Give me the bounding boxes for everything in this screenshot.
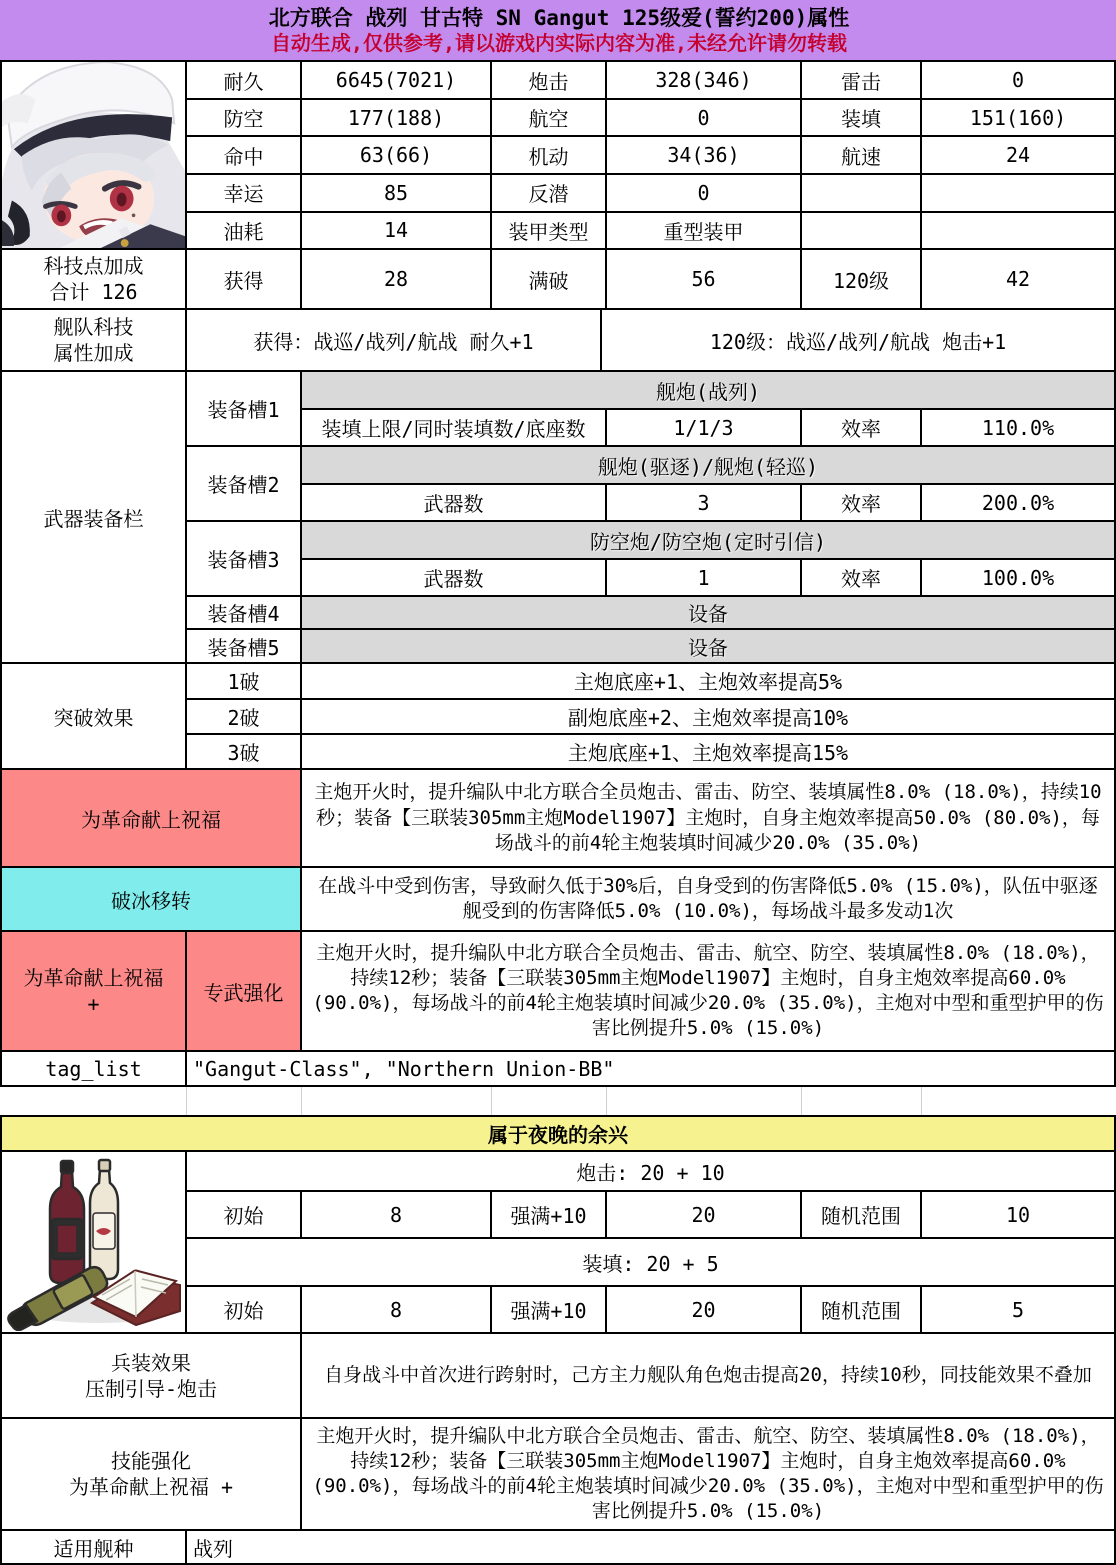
tag-list-row (0, 1052, 1116, 1087)
equip-detail-value: 3 (607, 485, 802, 522)
limit-break-table (0, 664, 1116, 770)
equip-slot-type: 舰炮(战列) (302, 372, 1116, 410)
equip-detail-label: 武器数 (302, 485, 607, 522)
ship-type-row (0, 1531, 1116, 1565)
equip-efficiency-label: 效率 (802, 560, 922, 597)
stat-value: 14 (302, 213, 492, 251)
tech-cell-label: 获得 (187, 250, 302, 310)
stat-value: 0 (607, 100, 802, 138)
tech-points-row (0, 250, 1116, 310)
gear-item-image (2, 1152, 187, 1334)
tech-cell-value: 42 (922, 250, 1116, 310)
tech-cell-value: 56 (607, 250, 802, 310)
equip-slot-name: 装备槽2 (187, 447, 302, 522)
gear-stat-header: 炮击: 20 + 10 (187, 1152, 1116, 1192)
stat-label: 炮击 (492, 62, 607, 100)
equip-slot-name: 装备槽5 (187, 630, 302, 664)
gear-upgrade-desc: 主炮开火时，提升编队中北方联合全员炮击、雷击、航空、防空、装填属性8.0% (18.0%)，持续12秒；装备【三联装305mm主炮Model1907】主炮时，自身主炮效率提高60.0% (90.0%)，每场战斗的前4轮主炮装填时间减少20.0% (35.0%)，主炮对中型和重型护甲的伤害比例提升5.0% (15.0%) (302, 1419, 1116, 1531)
gear-stat-label: 初始 (187, 1192, 302, 1239)
equip-slot-type: 设备 (302, 597, 1116, 630)
equip-slot-name: 装备槽4 (187, 597, 302, 630)
gear-item-illustration (4, 1153, 183, 1331)
limit-break-effect: 副炮底座+2、主炮效率提高10% (302, 700, 1116, 735)
skill-name: 为革命献上祝福 (2, 770, 302, 868)
stat-value: 6645(7021) (302, 62, 492, 100)
limit-break-stage: 2破 (187, 700, 302, 735)
tech-section-label: 科技点加成 合计 126 (2, 250, 187, 310)
stat-empty (922, 213, 1116, 251)
tag-list-label: tag_list (2, 1052, 187, 1087)
gear-title: 属于夜晚的余兴 (2, 1117, 1116, 1152)
ship-type-value: 战列 (187, 1531, 1116, 1565)
equip-slot-name: 装备槽3 (187, 522, 302, 597)
stat-label: 幸运 (187, 175, 302, 213)
stat-label: 反潜 (492, 175, 607, 213)
skill-desc: 主炮开火时，提升编队中北方联合全员炮击、雷击、航空、防空、装填属性8.0% (18.0%)，持续12秒；装备【三联装305mm主炮Model1907】主炮时，自身主炮效率提高60.0% (90.0%)，每场战斗的前4轮主炮装填时间减少20.0% (35.0%)，主炮对中型和重型护甲的伤害比例提升5.0% (15.0%) (302, 932, 1116, 1052)
gear-title-row (0, 1115, 1116, 1152)
gear-skill-upgrade-row (0, 1419, 1116, 1531)
ship-type-label: 适用舰种 (2, 1531, 187, 1565)
page-header (0, 0, 1116, 60)
equip-detail-value: 1 (607, 560, 802, 597)
skill-row-1 (0, 770, 1116, 868)
gear-stats-table (0, 1152, 1116, 1334)
equip-detail-value: 1/1/3 (607, 410, 802, 447)
ship-portrait-illustration (2, 62, 185, 249)
stat-label: 命中 (187, 137, 302, 175)
stat-label: 机动 (492, 137, 607, 175)
stat-empty (802, 213, 922, 251)
equip-efficiency-value: 200.0% (922, 485, 1116, 522)
tech-cell-label: 120级 (802, 250, 922, 310)
gear-stat-label: 强满+10 (492, 1287, 607, 1334)
skill-name: 为革命献上祝福 + (2, 932, 187, 1052)
limit-break-effect: 主炮底座+1、主炮效率提高15% (302, 735, 1116, 770)
equip-efficiency-value: 110.0% (922, 410, 1116, 447)
stat-value: 328(346) (607, 62, 802, 100)
skill-row-2 (0, 868, 1116, 932)
stat-label: 航速 (802, 137, 922, 175)
limit-break-effect: 主炮底座+1、主炮效率提高5% (302, 664, 1116, 699)
ship-portrait (2, 62, 187, 250)
equipment-section-label: 武器装备栏 (2, 372, 187, 664)
gear-stat-value: 5 (922, 1287, 1116, 1334)
equipment-table (0, 372, 1116, 664)
gear-stat-label: 初始 (187, 1287, 302, 1334)
tech-cell-value: 28 (302, 250, 492, 310)
stat-value: 151(160) (922, 100, 1116, 138)
gear-stat-value: 8 (302, 1192, 492, 1239)
equip-slot-type: 舰炮(驱逐)/舰炮(轻巡) (302, 447, 1116, 485)
gear-effect-desc: 自身战斗中首次进行跨射时，己方主力舰队角色炮击提高20，持续10秒，同技能效果不叠加 (302, 1334, 1116, 1419)
stat-label: 防空 (187, 100, 302, 138)
stat-label: 装填 (802, 100, 922, 138)
equip-efficiency-label: 效率 (802, 410, 922, 447)
fleet-tech-row (0, 310, 1116, 372)
fleet-tech-right: 120级：战巡/战列/航战 炮击+1 (602, 310, 1116, 372)
limit-break-stage: 3破 (187, 735, 302, 770)
gear-stat-value: 10 (922, 1192, 1116, 1239)
stat-value: 重型装甲 (607, 213, 802, 251)
stat-value: 0 (607, 175, 802, 213)
equip-detail-label: 装填上限/同时装填数/底座数 (302, 410, 607, 447)
grid-gap-row (0, 1087, 1116, 1115)
stat-value: 85 (302, 175, 492, 213)
equip-slot-type: 设备 (302, 630, 1116, 664)
gear-effect-label: 兵装效果 压制引导-炮击 (2, 1334, 302, 1419)
skill-desc: 在战斗中受到伤害，导致耐久低于30%后，自身受到的伤害降低5.0% (15.0%)，队伍中驱逐舰受到的伤害降低5.0% (10.0%)，每场战斗最多发动1次 (302, 868, 1116, 932)
stat-label: 雷击 (802, 62, 922, 100)
skill-upgrade-tag: 专武强化 (187, 932, 302, 1052)
limit-break-section-label: 突破效果 (2, 664, 187, 770)
ship-title: 北方联合 战列 甘古特 SN Gangut 125级爱(誓约200)属性 (268, 6, 850, 30)
gear-stat-label: 随机范围 (802, 1287, 922, 1334)
stat-label: 油耗 (187, 213, 302, 251)
gear-upgrade-label: 技能强化 为革命献上祝福 + (2, 1419, 302, 1531)
skill-row-3 (0, 932, 1116, 1052)
fleet-tech-section-label: 舰队科技 属性加成 (2, 310, 187, 372)
fleet-tech-left: 获得：战巡/战列/航战 耐久+1 (187, 310, 602, 372)
gear-stat-header: 装填: 20 + 5 (187, 1239, 1116, 1287)
stats-table (0, 60, 1116, 250)
stat-label: 装甲类型 (492, 213, 607, 251)
stat-label: 航空 (492, 100, 607, 138)
equip-detail-label: 武器数 (302, 560, 607, 597)
gear-stat-label: 随机范围 (802, 1192, 922, 1239)
gear-effect-row (0, 1334, 1116, 1419)
disclaimer-text: 自动生成,仅供参考,请以游戏内实际内容为准,未经允许请勿转载 (270, 31, 848, 56)
stat-empty (802, 175, 922, 213)
skill-name: 破冰移转 (2, 868, 302, 932)
tech-cell-label: 满破 (492, 250, 607, 310)
stat-empty (922, 175, 1116, 213)
stat-value: 63(66) (302, 137, 492, 175)
stat-label: 耐久 (187, 62, 302, 100)
stat-value: 0 (922, 62, 1116, 100)
limit-break-stage: 1破 (187, 664, 302, 699)
stat-value: 177(188) (302, 100, 492, 138)
stat-value: 34(36) (607, 137, 802, 175)
tag-list-value: "Gangut-Class", "Northern Union-BB" (187, 1052, 1116, 1087)
skill-desc: 主炮开火时，提升编队中北方联合全员炮击、雷击、防空、装填属性8.0% (18.0%)，持续10秒；装备【三联装305mm主炮Model1907】主炮时，自身主炮效率提高50.0% (80.0%)，每场战斗的前4轮主炮装填时间减少20.0% (35.0%) (302, 770, 1116, 868)
equip-slot-name: 装备槽1 (187, 372, 302, 447)
gear-stat-value: 20 (607, 1287, 802, 1334)
equip-slot-type: 防空炮/防空炮(定时引信) (302, 522, 1116, 560)
stat-value: 24 (922, 137, 1116, 175)
gear-stat-value: 8 (302, 1287, 492, 1334)
gear-stat-label: 强满+10 (492, 1192, 607, 1239)
equip-efficiency-label: 效率 (802, 485, 922, 522)
equip-efficiency-value: 100.0% (922, 560, 1116, 597)
gear-stat-value: 20 (607, 1192, 802, 1239)
